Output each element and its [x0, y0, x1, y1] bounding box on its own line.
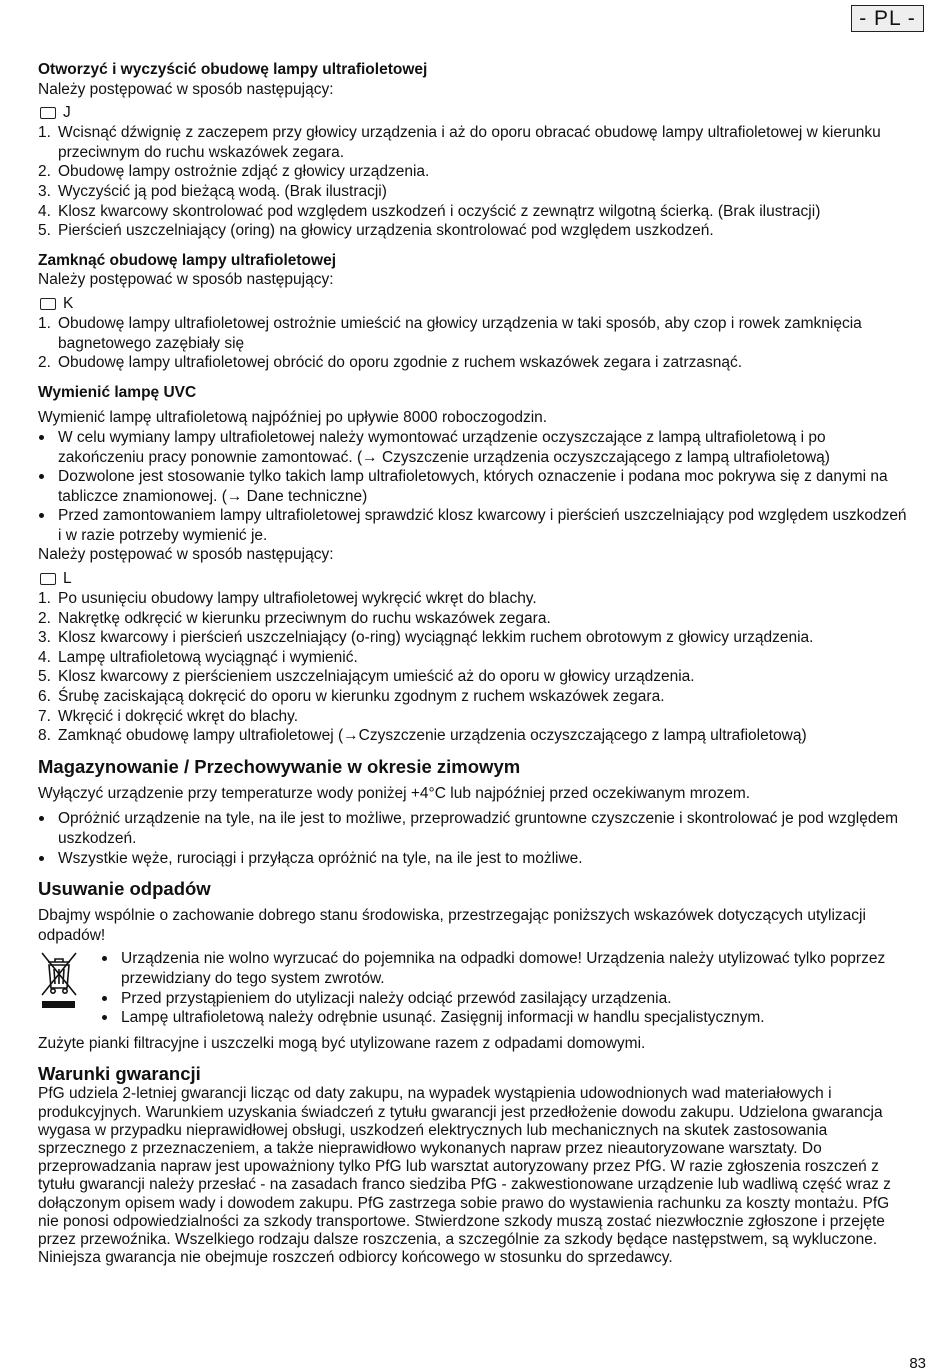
bullet-list [38, 428, 910, 546]
list-item: Przed zamontowaniem lampy ultrafioletowej sprawdzić klosz kwarcowy i pierścień uszczelniający pod względem uszkodzeń i w razie potrzeby wymienić je. [38, 506, 910, 545]
steps-list [38, 589, 910, 746]
section-title: Zamknąć obudowę lampy ultrafioletowej [38, 251, 336, 269]
list-item [38, 687, 910, 707]
section-disposal [38, 878, 910, 1053]
section-storage [38, 756, 910, 868]
figure-reference [38, 103, 910, 123]
section-replace-uvc [38, 383, 910, 746]
step-text: Wyczyścić ją pod bieżącą wodą. (Brak ilustracji) [58, 182, 387, 200]
step-text: Klosz kwarcowy skontrolować pod względem uszkodzeń i oczyścić z zewnątrz wilgotną ścierką. (Brak ilustracji) [58, 202, 821, 220]
section-intro: Wyłączyć urządzenie przy temperaturze wody poniżej +4°C lub najpóźniej przed oczekiwanym mrozem. [38, 784, 751, 802]
section-title: Wymienić lampę UVC [38, 383, 197, 401]
step-text: Zamknąć obudowę lampy ultrafioletowej (→Czyszczenie urządzenia oczyszczającego z lampą ultrafioletową) [58, 727, 807, 745]
list-item: Wszystkie węże, rurociągi i przyłącza opróżnić na tyle, na ile jest to możliwe. [38, 849, 910, 869]
list-item [38, 202, 910, 222]
list-item [38, 162, 910, 182]
step-text: Wkręcić i dokręcić wkręt do blachy. [58, 707, 299, 725]
step-number: 7. [38, 707, 51, 725]
bullet-list [38, 809, 910, 868]
step-text: Klosz kwarcowy z pierścieniem uszczelniającym umieścić aż do oporu w głowicy urządzenia. [58, 668, 695, 686]
list-item: Dozwolone jest stosowanie tylko takich lamp ultrafioletowych, których oznaczenie i podana moc pokrywa się z danymi na tabliczce znamionowej. (→ Dane techniczne) [38, 467, 910, 506]
step-number: 3. [38, 629, 51, 647]
steps-list [38, 123, 910, 241]
procedure-intro: Należy postępować w sposób następujący: [38, 271, 334, 289]
step-text: Po usunięciu obudowy lampy ultrafioletowej wykręcić wkręt do blachy. [58, 590, 537, 608]
step-number: 1. [38, 314, 51, 332]
step-number: 3. [38, 182, 51, 200]
step-text: Obudowę lampy ultrafioletowej obrócić do oporu zgodnie z ruchem wskazówek zegara i zatrzasnąć. [58, 354, 743, 372]
step-text: Obudowę lampy ostrożnie zdjąć z głowicy urządzenia. [58, 163, 430, 181]
step-number: 8. [38, 727, 51, 745]
list-item [38, 314, 910, 353]
step-number: 5. [38, 222, 51, 240]
section-open-lamp [38, 60, 910, 241]
step-text: Pierścień uszczelniający (oring) na głowicy urządzenia skontrolować pod względem uszkodzeń. [58, 222, 714, 240]
figure-box-icon [40, 298, 56, 310]
step-number: 6. [38, 688, 51, 706]
section-intro: Wymienić lampę ultrafioletową najpóźniej po upływie 8000 roboczogodzin. [38, 409, 548, 427]
step-number: 4. [38, 648, 51, 666]
step-number: 2. [38, 609, 51, 627]
procedure-intro: Należy postępować w sposób następujący: [38, 80, 334, 98]
list-item: W celu wymiany lampy ultrafioletowej należy wymontować urządzenie oczyszczające z lampą ultrafioletową i po zakończeniu pracy ponownie zamontować. (→ Czyszczenie urządzenia oczyszczającego z lampą ultrafioletową) [38, 428, 910, 467]
list-item [38, 667, 910, 687]
section-title: Magazynowanie / Przechowywanie w okresie zimowym [38, 755, 521, 777]
list-item [38, 182, 910, 202]
procedure-intro: Należy postępować w sposób następujący: [38, 546, 334, 564]
crossed-out-wheelie-bin-icon [39, 949, 79, 1009]
step-text: Śrubę zaciskającą dokręcić do oporu w kierunku zgodnym z ruchem wskazówek zegara. [58, 688, 665, 706]
disposal-block [38, 949, 910, 1027]
list-item [38, 353, 910, 373]
section-close-lamp [38, 251, 910, 373]
disposal-footer: Zużyte pianki filtracyjne i uszczelki mogą być utylizowane razem z odpadami domowymi. [38, 1034, 646, 1052]
step-number: 2. [38, 163, 51, 181]
language-tab: - PL - [851, 5, 924, 32]
section-title: Otworzyć i wyczyścić obudowę lampy ultrafioletowej [38, 61, 428, 78]
step-text: Nakrętkę odkręcić w kierunku przeciwnym do ruchu wskazówek zegara. [58, 609, 551, 627]
list-item [38, 589, 910, 609]
list-item [38, 123, 910, 162]
page-number: 83 [909, 1355, 926, 1372]
list-item: Urządzenia nie wolno wyrzucać do pojemnika na odpadki domowe! Urządzenia należy utylizować tylko poprzez przewidziany do tego system zwrotów. [101, 949, 910, 988]
list-item: Lampę ultrafioletową należy odrębnie usunąć. Zasięgnij informacji w handlu specjalistycznym. [101, 1008, 910, 1028]
section-title: Warunki gwarancji [38, 1063, 201, 1085]
step-number: 1. [38, 590, 51, 608]
step-number: 4. [38, 202, 51, 220]
step-text: Klosz kwarcowy i pierścień uszczelniający (o-ring) wyciągnąć lekkim ruchem obrotowym z głowicy urządzenia. [58, 629, 814, 647]
figure-reference [38, 569, 910, 589]
list-item [38, 648, 910, 668]
figure-letter: K [63, 295, 74, 313]
step-text: Wcisnąć dźwignię z zaczepem przy głowicy urządzenia i aż do oporu obracać obudowę lampy ultrafioletowej w kierunku przeciwnym do ruchu wskazówek zegara. [58, 124, 881, 161]
disposal-icon-column [38, 949, 101, 1027]
figure-box-icon [40, 573, 56, 585]
section-intro: Dbajmy wspólnie o zachowanie dobrego stanu środowiska, przestrzegając poniższych wskazówek dotyczących utylizacji odpadów! [38, 907, 866, 944]
figure-letter: J [63, 104, 71, 122]
figure-letter: L [63, 570, 72, 588]
figure-box-icon [40, 107, 56, 119]
steps-list [38, 314, 910, 373]
list-item [38, 609, 910, 629]
list-item [38, 221, 910, 241]
list-item [38, 707, 910, 727]
step-text: Lampę ultrafioletową wyciągnąć i wymienić. [58, 648, 358, 666]
list-item [38, 726, 910, 746]
bullet-list [101, 949, 910, 1027]
warranty-text: PfG udziela 2-letniej gwarancji licząc od daty zakupu, na wypadek wystąpienia udowodnionych wad materiałowych i produkcyjnych. Warunkiem uzyskania świadczeń z tytułu gwarancji jest przedłożenie dowodu zakupu. Udzielona gwarancja wygasa w przypadku nieprawidłowej obsługi, uszkodzeń elektrycznych lub mechanicznych na skutek zastosowania sprzecznego z przeznaczeniem, a także nieprawidłowo wykonanych napraw przez nieautoryzowane warsztaty. Do przeprowadzania napraw jest upoważniony tylko PfG lub warsztat autoryzowany przez PfG. W razie zgłoszenia roszczeń z tytułu gwarancji należy przesłać - na zasadach franco siedziba PfG - zakwestionowane urządzenie lub wadliwą część wraz z dołączonym opisem wady i dowodem zakupu. PfG zastrzega sobie prawo do wystawienia rachunku za koszty montażu. PfG nie ponosi odpowiedzialności za szkody transportowe. Stwierdzone szkody muszą zostać niezwłocznie zgłoszone i przejęte przez przewoźnika. Wszelkiego rodzaju dalsze roszczenia, a szczególnie za szkody będące następstwem, są wykluczone. Niniejsza gwarancja nie obejmuje roszczeń odbiorcy końcowego w stosunku do sprzedawcy. [38, 1085, 891, 1267]
step-number: 1. [38, 124, 51, 142]
page-content [38, 60, 910, 1267]
section-title: Usuwanie odpadów [38, 878, 211, 900]
list-item [38, 628, 910, 648]
step-number: 2. [38, 354, 51, 372]
figure-reference [38, 294, 910, 314]
step-number: 5. [38, 668, 51, 686]
step-text: Obudowę lampy ultrafioletowej ostrożnie umieścić na głowicy urządzenia w taki sposób, aby czop i rowek zamknięcia bagnetowego zazębiały się [58, 314, 862, 352]
list-item: Opróżnić urządzenie na tyle, na ile jest to możliwe, przeprowadzić gruntowne czyszczenie i skontrolować je pod względem uszkodzeń. [38, 809, 910, 848]
list-item: Przed przystąpieniem do utylizacji należy odciąć przewód zasilający urządzenia. [101, 989, 910, 1009]
section-warranty [38, 1063, 910, 1267]
